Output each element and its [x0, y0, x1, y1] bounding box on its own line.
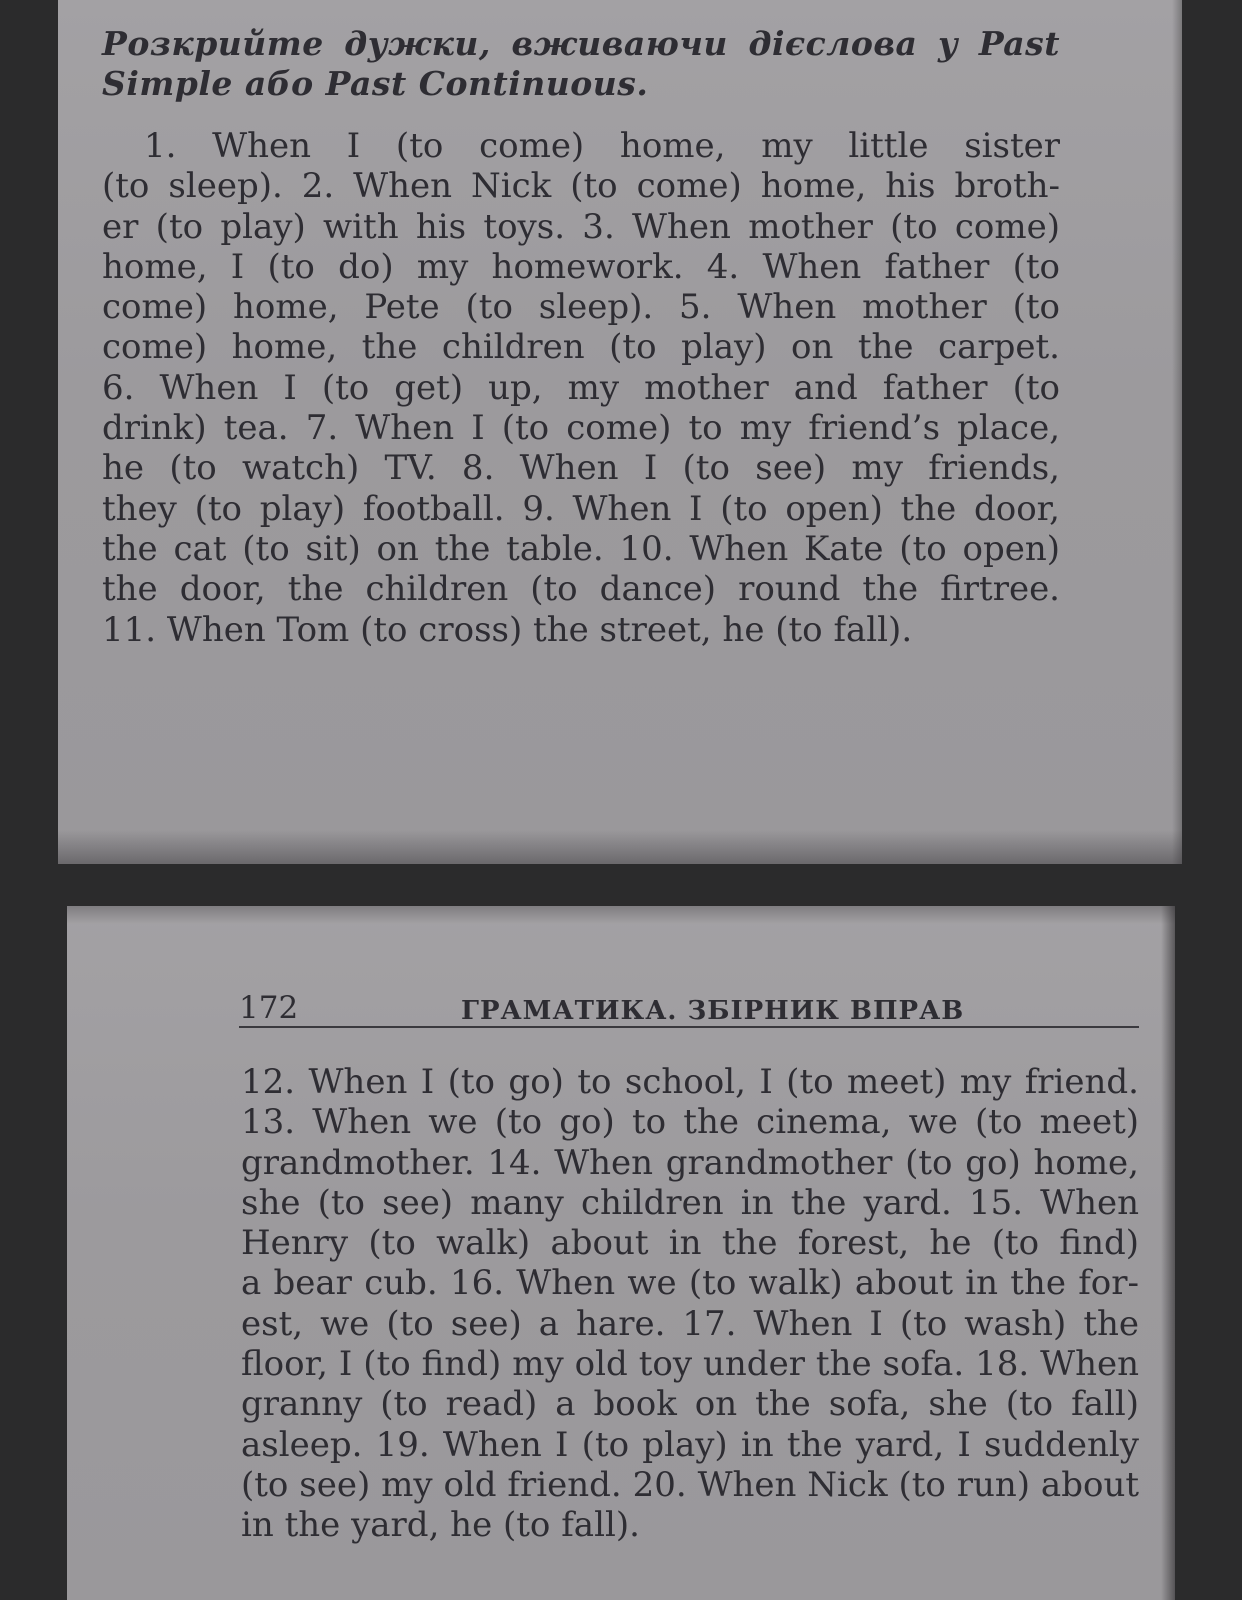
text-line: in the yard, he (to fall).	[241, 1505, 640, 1546]
text-line: grandmother. 14. When grandmother (to go) home,	[241, 1142, 1139, 1183]
text-line: the cat (to sit) on the table. 10. When Kate (to open)	[102, 528, 1060, 569]
text-line: come) home, Pete (to sleep). 5. When mother (to	[102, 287, 1060, 328]
text-line: Henry (to walk) about in the forest, he (to find)	[241, 1223, 1139, 1264]
running-header	[239, 990, 1139, 1028]
page-number: 172	[239, 990, 299, 1026]
text-line: she (to see) many children in the yard. 15. When	[241, 1182, 1139, 1223]
exercise-instruction	[102, 24, 1060, 104]
text-line: (to sleep). 2. When Nick (to come) home, his broth-	[102, 166, 1060, 207]
text-line: come) home, the children (to play) on the carpet.	[102, 327, 1060, 368]
text-line: granny (to read) a book on the sofa, she (to fall)	[241, 1384, 1139, 1425]
instruction-line: Розкрийте дужки, вживаючи дієслова у Past	[102, 24, 1060, 63]
text-line: he (to watch) TV. 8. When I (to see) my friends,	[102, 448, 1060, 489]
page-edge-shadow	[1172, 0, 1182, 864]
exercise-text-top	[102, 126, 1060, 650]
text-line: 1. When I (to come) home, my little sister	[144, 126, 1060, 166]
text-line: asleep. 19. When I (to play) in the yard, I suddenly	[241, 1424, 1139, 1465]
text-line: 11. When Tom (to cross) the street, he (to fall).	[102, 609, 913, 650]
page-edge-shadow	[1161, 906, 1175, 1600]
text-line: they (to play) football. 9. When I (to open) the door,	[102, 488, 1060, 529]
text-line: the door, the children (to dance) round the firtree.	[102, 569, 1060, 610]
text-line: floor, I (to find) my old toy under the sofa. 18. When	[241, 1344, 1139, 1385]
text-line: 6. When I (to get) up, my mother and father (to	[102, 367, 1060, 408]
book-page-bottom	[67, 906, 1175, 1600]
running-title: ГРАМАТИКА. ЗБІРНИК ВПРАВ	[461, 996, 965, 1026]
text-line: 13. When we (to go) to the cinema, we (to meet)	[241, 1102, 1139, 1143]
book-page-top	[58, 0, 1182, 864]
text-line: drink) tea. 7. When I (to come) to my friend’s place,	[102, 408, 1060, 449]
text-line: est, we (to see) a hare. 17. When I (to wash) the	[241, 1303, 1139, 1344]
instruction-line: Simple або Past Continuous.	[102, 64, 649, 103]
text-line: a bear cub. 16. When we (to walk) about in the for-	[241, 1263, 1139, 1304]
exercise-text-bottom	[241, 1062, 1139, 1546]
page-edge-shadow	[67, 906, 1175, 924]
text-line: home, I (to do) my homework. 4. When father (to	[102, 246, 1060, 287]
page-edge-shadow	[58, 830, 1182, 864]
text-line: 12. When I (to go) to school, I (to meet) my friend.	[241, 1062, 1139, 1102]
text-line: er (to play) with his toys. 3. When mother (to come)	[102, 206, 1060, 247]
text-line: (to see) my old friend. 20. When Nick (to run) about	[241, 1464, 1139, 1505]
